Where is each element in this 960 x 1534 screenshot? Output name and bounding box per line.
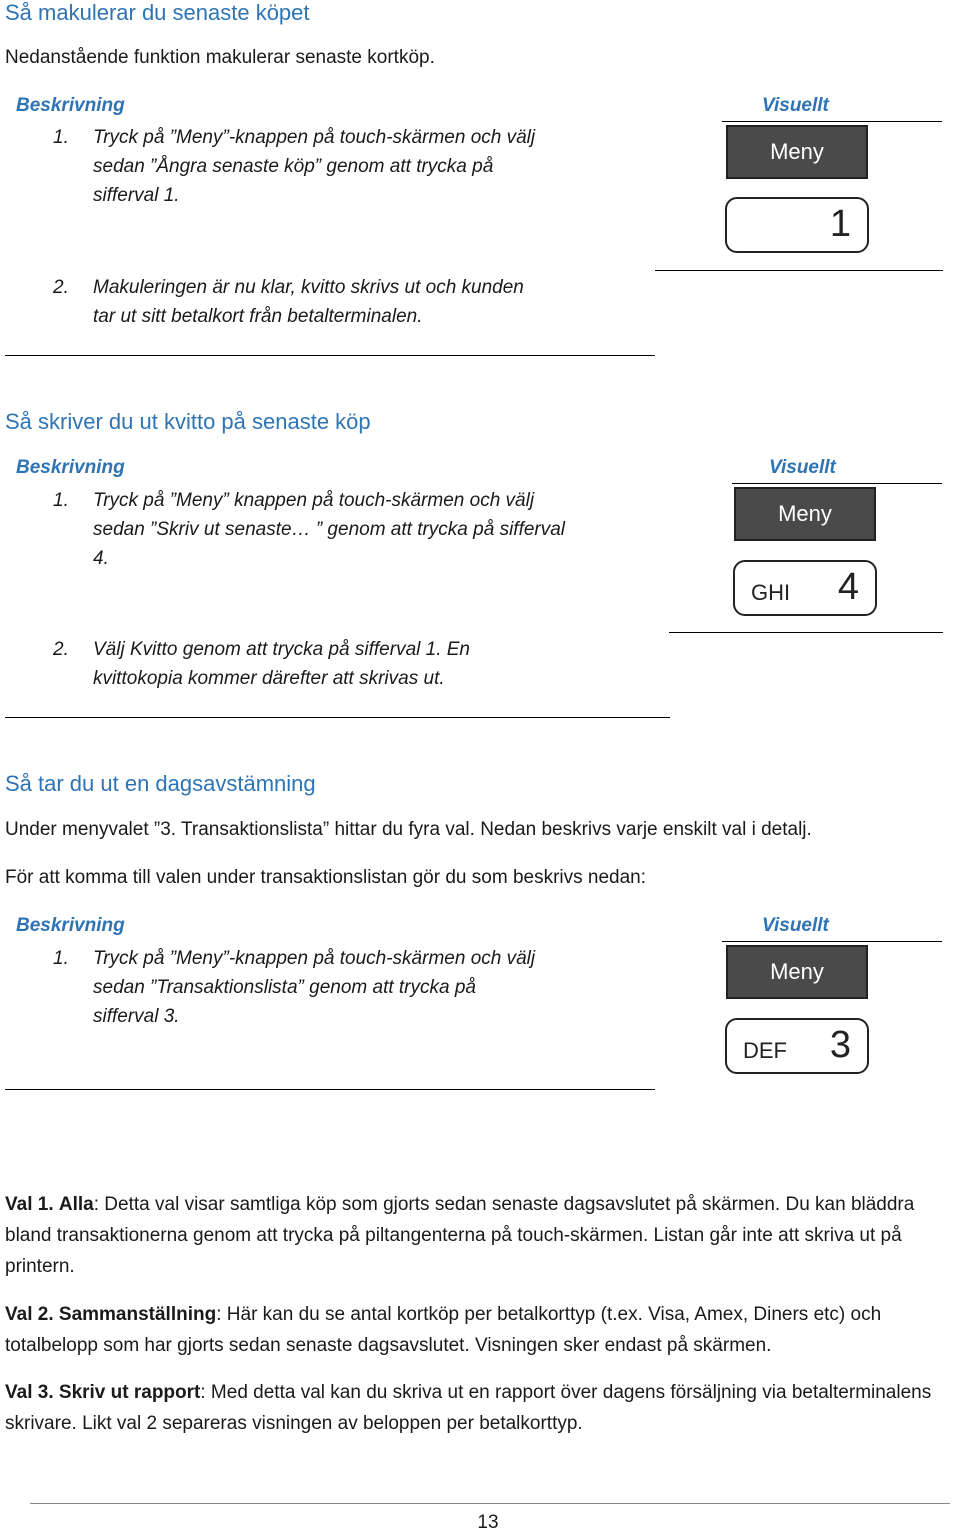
section-title: Så makulerar du senaste köpet bbox=[5, 0, 310, 25]
visual-label: Visuellt bbox=[769, 457, 836, 478]
key-digit: 4 bbox=[837, 566, 859, 608]
divider bbox=[722, 121, 942, 122]
step-text: kvittokopia kommer därefter att skrivas ut. bbox=[93, 668, 445, 689]
divider bbox=[732, 483, 942, 484]
option-text: : Detta val visar samtliga köp som gjorts sedan senaste dagsavslutet på skärmen. Du kan bläddra bland transaktionerna genom att trycka på piltangenterna på touch-skärmen. Listan går inte att skriva ut på printern. bbox=[5, 1194, 915, 1277]
numeric-key-image bbox=[733, 560, 877, 616]
step-text: Tryck på ”Meny”-knappen på touch-skärmen och välj bbox=[93, 948, 536, 969]
key-digit: 3 bbox=[829, 1024, 851, 1066]
numeric-key-image bbox=[725, 1018, 869, 1074]
option-prefix: Val 3. bbox=[5, 1382, 54, 1403]
section-title: Så tar du ut en dagsavstämning bbox=[5, 771, 316, 796]
divider bbox=[5, 1089, 655, 1090]
step-number: 2. bbox=[53, 639, 69, 660]
key-letters: GHI bbox=[751, 580, 791, 605]
section-intro: Nedanstående funktion makulerar senaste kortköp. bbox=[5, 47, 435, 68]
step-text: Tryck på ”Meny” knappen på touch-skärmen och välj bbox=[93, 490, 535, 511]
option-text: : Med detta val kan du skriva ut en rapport över dagens försäljning via betalterminalens skrivare. Likt val 2 separeras visningen av beloppen per betalkorttyp. bbox=[5, 1382, 932, 1434]
divider bbox=[669, 632, 943, 633]
key-digit: 1 bbox=[829, 203, 851, 245]
key-letters: DEF bbox=[743, 1038, 787, 1063]
visual-label: Visuellt bbox=[762, 95, 829, 116]
meny-button-image: Meny bbox=[734, 487, 876, 541]
step-text: sifferval 3. bbox=[93, 1006, 180, 1027]
option-prefix: Val 1. bbox=[5, 1194, 54, 1215]
divider bbox=[722, 941, 942, 942]
option-text: : Här kan du se antal kortköp per betalkorttyp (t.ex. Visa, Amex, Diners etc) och totalbelopp som har gjorts sedan senaste dagsavslutet. Visningen sker endast på skärmen. bbox=[5, 1304, 882, 1356]
section-title: Så skriver du ut kvitto på senaste köp bbox=[5, 409, 371, 434]
description-label: Beskrivning bbox=[16, 915, 125, 936]
step-text: 4. bbox=[93, 548, 109, 569]
divider bbox=[655, 270, 943, 271]
step-number: 1. bbox=[53, 948, 69, 969]
step-number: 1. bbox=[53, 490, 69, 511]
option-prefix: Val 2. bbox=[5, 1304, 54, 1325]
step-text: sedan ”Ångra senaste köp” genom att trycka på bbox=[93, 156, 494, 177]
step-item bbox=[53, 635, 673, 695]
step-text: tar ut sitt betalkort från betalterminalen. bbox=[93, 306, 423, 327]
step-item bbox=[53, 273, 673, 333]
option-name: Skriv ut rapport bbox=[58, 1382, 201, 1403]
visual-label: Visuellt bbox=[762, 915, 829, 936]
option-name: Alla bbox=[58, 1194, 94, 1215]
description-label: Beskrivning bbox=[16, 457, 125, 478]
step-text: sedan ”Transaktionslista” genom att trycka på bbox=[93, 977, 476, 998]
option-paragraph bbox=[5, 1189, 955, 1282]
page-number: 13 bbox=[477, 1512, 499, 1533]
step-text: sifferval 1. bbox=[93, 185, 180, 206]
step-number: 1. bbox=[53, 127, 69, 148]
step-text: sedan ”Skriv ut senaste… ” genom att trycka på sifferval bbox=[93, 519, 566, 540]
divider bbox=[5, 717, 670, 718]
section-intro: För att komma till valen under transaktionslistan gör du som beskrivs nedan: bbox=[5, 867, 647, 888]
section-intro: Under menyvalet ”3. Transaktionslista” hittar du fyra val. Nedan beskrivs varje enskilt val i detalj. bbox=[5, 819, 812, 840]
footer-divider bbox=[30, 1503, 950, 1504]
meny-button-image: Meny bbox=[726, 945, 868, 999]
step-text: Välj Kvitto genom att trycka på sifferval 1. En bbox=[93, 639, 471, 660]
option-name: Sammanställning bbox=[58, 1304, 217, 1325]
step-item bbox=[53, 486, 693, 576]
description-label: Beskrivning bbox=[16, 95, 125, 116]
divider bbox=[5, 355, 655, 356]
meny-button-image: Meny bbox=[726, 125, 868, 179]
step-item bbox=[53, 123, 673, 213]
step-number: 2. bbox=[53, 277, 69, 298]
option-paragraph bbox=[5, 1299, 955, 1361]
step-text: Tryck på ”Meny”-knappen på touch-skärmen och välj bbox=[93, 127, 536, 148]
option-paragraph bbox=[5, 1377, 955, 1439]
numeric-key-image bbox=[725, 197, 869, 253]
step-item bbox=[53, 944, 673, 1034]
step-text: Makuleringen är nu klar, kvitto skrivs ut och kunden bbox=[93, 277, 524, 298]
